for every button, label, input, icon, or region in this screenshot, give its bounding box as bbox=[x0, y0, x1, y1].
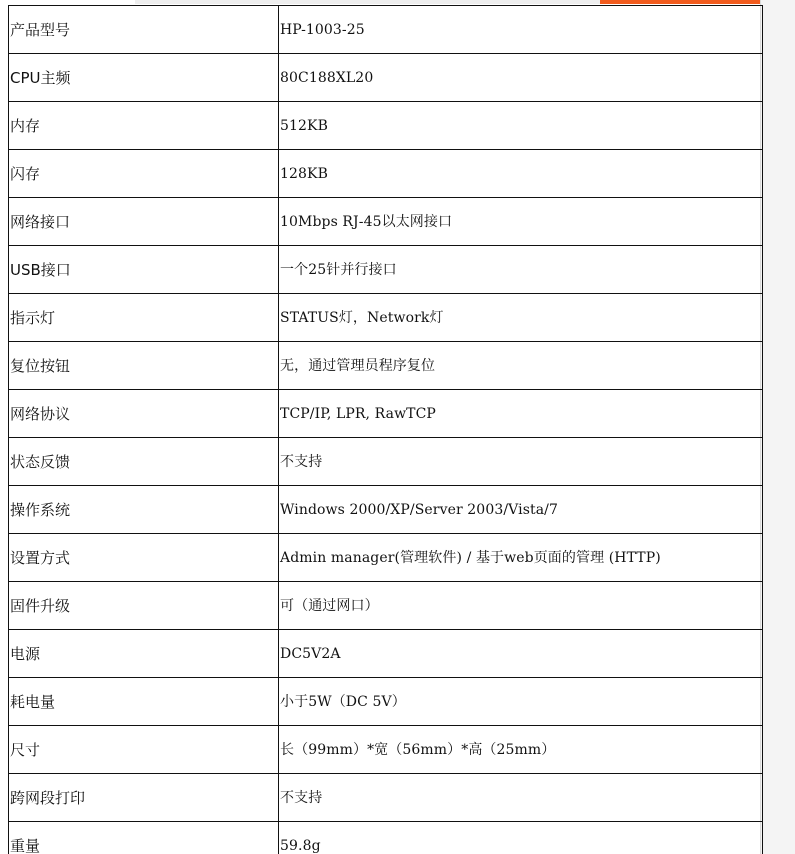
spec-table-body bbox=[9, 6, 763, 854]
table-row bbox=[9, 390, 763, 438]
spec-value: DC5V2A bbox=[279, 630, 763, 678]
spec-value: Admin manager(管理软件) / 基于web页面的管理 (HTTP) bbox=[279, 534, 763, 582]
table-row bbox=[9, 486, 763, 534]
table-row bbox=[9, 534, 763, 582]
spec-label: 指示灯 bbox=[9, 294, 279, 342]
spec-label: 产品型号 bbox=[9, 6, 279, 54]
spec-value: 512KB bbox=[279, 102, 763, 150]
table-row bbox=[9, 582, 763, 630]
spec-label: 内存 bbox=[9, 102, 279, 150]
top-accent-bar bbox=[600, 0, 760, 4]
spec-value: 一个25针并行接口 bbox=[279, 246, 763, 294]
spec-label: 复位按钮 bbox=[9, 342, 279, 390]
spec-value: 59.8g bbox=[279, 822, 763, 854]
spec-value: 不支持 bbox=[279, 774, 763, 822]
spec-value: 可（通过网口） bbox=[279, 582, 763, 630]
spec-value: 128KB bbox=[279, 150, 763, 198]
spec-label: CPU主频 bbox=[9, 54, 279, 102]
spec-label: USB接口 bbox=[9, 246, 279, 294]
spec-label: 尺寸 bbox=[9, 726, 279, 774]
spec-value: 80C188XL20 bbox=[279, 54, 763, 102]
spec-label: 重量 bbox=[9, 822, 279, 854]
spec-label: 耗电量 bbox=[9, 678, 279, 726]
spec-value: HP-1003-25 bbox=[279, 6, 763, 54]
table-row bbox=[9, 678, 763, 726]
table-row bbox=[9, 198, 763, 246]
table-row bbox=[9, 342, 763, 390]
spec-label: 固件升级 bbox=[9, 582, 279, 630]
spec-label: 跨网段打印 bbox=[9, 774, 279, 822]
spec-value: 不支持 bbox=[279, 438, 763, 486]
spec-value: TCP/IP, LPR, RawTCP bbox=[279, 390, 763, 438]
spec-label: 网络接口 bbox=[9, 198, 279, 246]
spec-label: 电源 bbox=[9, 630, 279, 678]
table-row bbox=[9, 6, 763, 54]
spec-value: Windows 2000/XP/Server 2003/Vista/7 bbox=[279, 486, 763, 534]
spec-value: 10Mbps RJ-45以太网接口 bbox=[279, 198, 763, 246]
table-row bbox=[9, 438, 763, 486]
spec-label: 操作系统 bbox=[9, 486, 279, 534]
table-row bbox=[9, 630, 763, 678]
table-row bbox=[9, 294, 763, 342]
spec-value: 长（99mm）*宽（56mm）*高（25mm） bbox=[279, 726, 763, 774]
spec-table bbox=[8, 5, 763, 854]
top-bar-divider bbox=[135, 0, 600, 4]
spec-label: 设置方式 bbox=[9, 534, 279, 582]
spec-value: STATUS灯，Network灯 bbox=[279, 294, 763, 342]
table-row bbox=[9, 150, 763, 198]
table-row bbox=[9, 246, 763, 294]
spec-label: 闪存 bbox=[9, 150, 279, 198]
table-row bbox=[9, 54, 763, 102]
spec-value: 无，通过管理员程序复位 bbox=[279, 342, 763, 390]
spec-value: 小于5W（DC 5V） bbox=[279, 678, 763, 726]
table-row bbox=[9, 726, 763, 774]
table-row bbox=[9, 102, 763, 150]
spec-label: 状态反馈 bbox=[9, 438, 279, 486]
spec-label: 网络协议 bbox=[9, 390, 279, 438]
right-gutter bbox=[760, 0, 795, 854]
table-row bbox=[9, 822, 763, 854]
table-row bbox=[9, 774, 763, 822]
